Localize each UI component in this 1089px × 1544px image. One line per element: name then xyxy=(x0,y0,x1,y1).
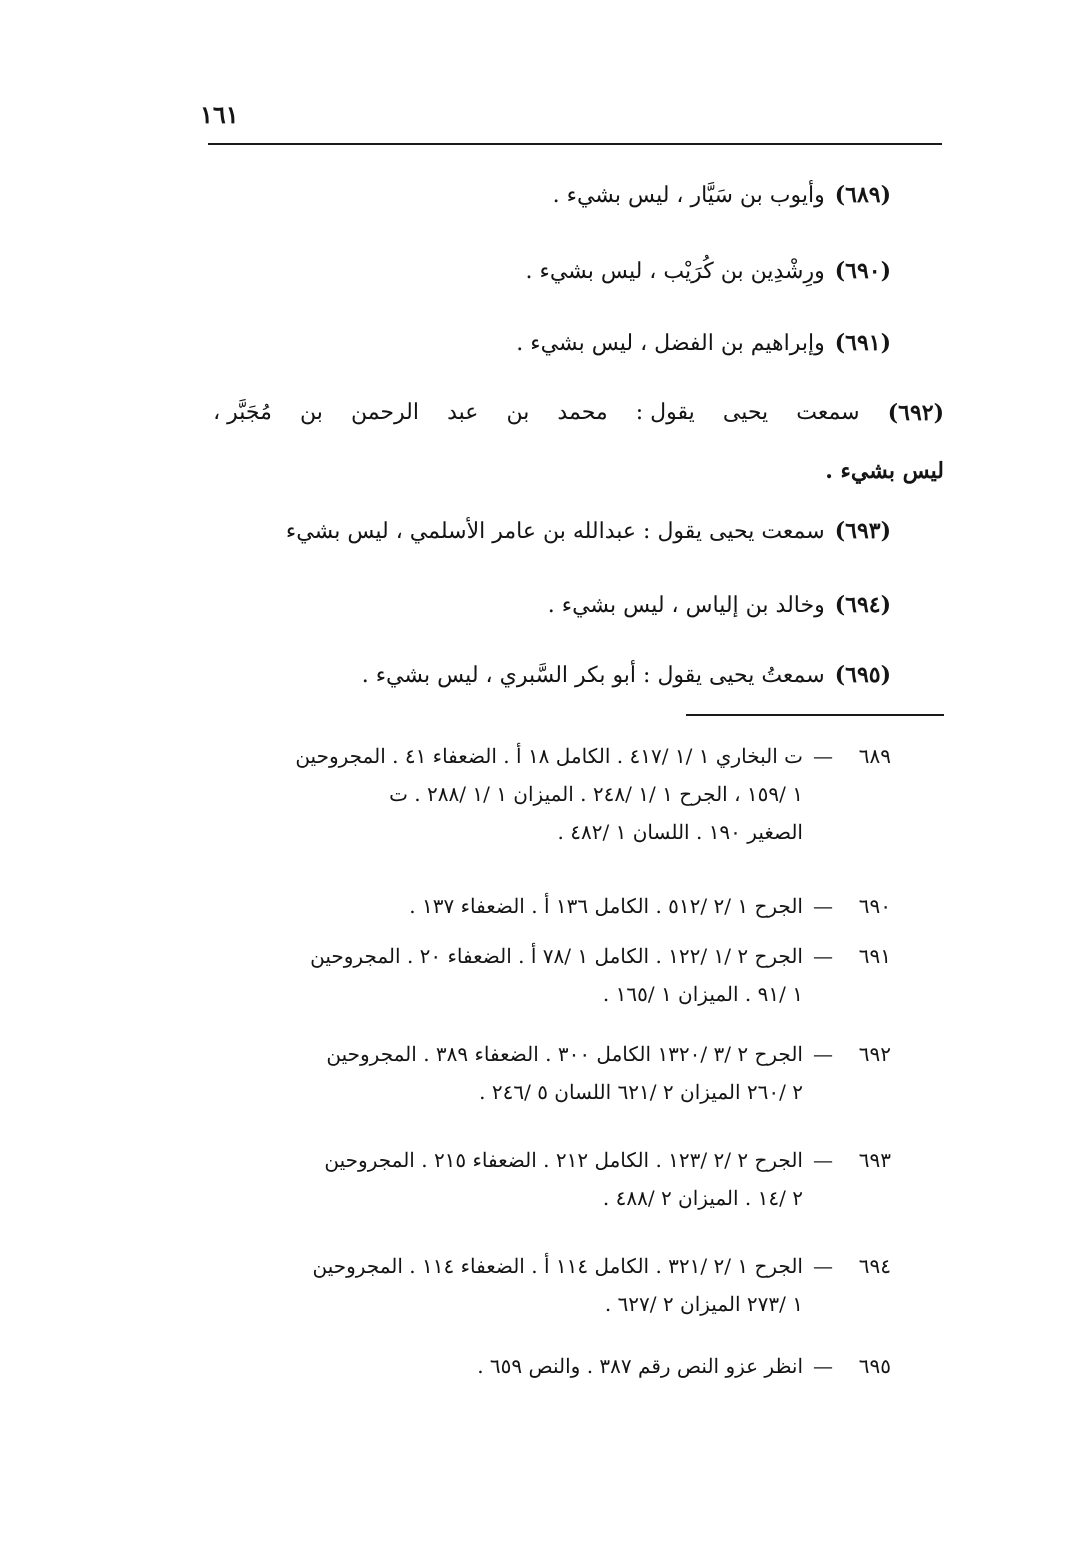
entry-692 xyxy=(213,400,944,484)
entry-word: يحيى xyxy=(722,400,769,425)
entry-word: سمعت xyxy=(796,400,860,425)
footnote-line: انظر عزو النص رقم ٣٨٧ . والنص ٦٥٩ . xyxy=(477,1354,803,1378)
footnote-dash: — xyxy=(813,894,833,918)
footnote-line: الصغير ١٩٠ . اللسان ١ /٤٨٢ . xyxy=(557,820,803,844)
entry-text: وأيوب بن سَيَّار ، ليس بشيء . xyxy=(552,183,825,208)
footnote-line: ١ /٩١ . الميزان ١ /١٦٥ . xyxy=(602,982,803,1006)
entry-word: محمد xyxy=(557,400,608,425)
footnote-number: ٦٩٢ xyxy=(858,1042,891,1066)
footnote-dash: — xyxy=(813,1042,833,1066)
footnote-line: ٢ /١٤ . الميزان ٢ /٤٨٨ . xyxy=(602,1186,803,1210)
footnote-rule xyxy=(686,714,944,716)
footnote-dash: — xyxy=(813,1354,833,1378)
entry-number: (٦٩٥) xyxy=(834,662,891,688)
entry-word: يقول : xyxy=(635,400,695,425)
footnote-dash: — xyxy=(813,944,833,968)
entry-690 xyxy=(526,258,891,284)
footnote-dash: — xyxy=(813,744,833,768)
entry-695 xyxy=(362,662,891,688)
footnote-dash: — xyxy=(813,1148,833,1172)
footnote-693 xyxy=(324,1148,891,1210)
entry-text: سمعتُ يحيى يقول : أبو بكر السَّبري ، ليس بشيء . xyxy=(361,663,825,688)
entry-word: بن xyxy=(506,400,530,425)
entry-number: (٦٨٩) xyxy=(834,182,891,208)
footnote-692 xyxy=(326,1042,891,1104)
footnote-line: الجرح ١ /٢ /٣٢١ . الكامل ١١٤ أ . الضعفاء ١١٤ . المجروحين xyxy=(312,1254,803,1278)
footnote-line: ٢ /٢٦٠ الميزان ٢ /٦٢١ اللسان ٥ /٢٤٦ . xyxy=(479,1080,803,1104)
footnote-695 xyxy=(477,1354,891,1378)
entry-694 xyxy=(548,592,891,618)
entry-number: (٦٩١) xyxy=(834,330,891,356)
entry-word: مُجَبَّر ، xyxy=(213,400,272,425)
entry-continuation: ليس بشيء . xyxy=(825,458,944,484)
header-rule xyxy=(208,143,942,145)
footnote-number: ٦٨٩ xyxy=(858,744,891,768)
entry-text: وإبراهيم بن الفضل ، ليس بشيء . xyxy=(516,331,825,356)
footnote-number: ٦٩٥ xyxy=(858,1354,891,1378)
footnote-line: ت البخاري ١ /١ /٤١٧ . الكامل ١٨ أ . الضعفاء ٤١ . المجروحين xyxy=(295,744,803,768)
footnote-number: ٦٩٣ xyxy=(858,1148,891,1172)
entry-number: (٦٩٣) xyxy=(834,518,891,544)
footnote-line: الجرح ٢ /٣ /١٣٢٠ الكامل ٣٠٠ . الضعفاء ٣٨٩ . المجروحين xyxy=(326,1042,803,1066)
entry-number: (٦٩٢) xyxy=(887,400,944,426)
entry-word: الرحمن xyxy=(350,400,419,425)
entry-word: بن xyxy=(300,400,323,425)
footnote-691 xyxy=(310,944,891,1006)
entry-693 xyxy=(286,518,891,544)
entry-691 xyxy=(516,330,891,356)
footnote-line: ١ /٢٧٣ الميزان ٢ /٦٢٧ . xyxy=(604,1292,803,1316)
footnote-number: ٦٩٠ xyxy=(858,894,891,918)
footnote-line: ١ /١٥٩ ، الجرح ١ /١ /٢٤٨ . الميزان ١ /١ /٢٨٨ . ت xyxy=(389,782,803,806)
footnote-694 xyxy=(313,1254,892,1316)
footnote-line: الجرح ٢ /١ /١٢٢ . الكامل ١ /٧٨ أ . الضعفاء ٢٠ . المجروحين xyxy=(310,944,803,968)
entry-text: سمعت يحيى يقول : عبدالله بن عامر الأسلمي ، ليس بشيء xyxy=(285,519,825,544)
entry-line xyxy=(213,400,944,426)
footnote-line: الجرح ١ /٢ /٥١٢ . الكامل ١٣٦ أ . الضعفاء ١٣٧ . xyxy=(409,894,803,918)
footnote-689 xyxy=(295,744,891,844)
footnote-line: الجرح ٢ /٢ /١٢٣ . الكامل ٢١٢ . الضعفاء ٢١٥ . المجروحين xyxy=(324,1148,803,1172)
footnote-number: ٦٩١ xyxy=(858,944,891,968)
entry-number: (٦٩٤) xyxy=(834,592,891,618)
entry-word: عبد xyxy=(447,400,479,425)
footnote-dash: — xyxy=(813,1254,833,1278)
entry-number: (٦٩٠) xyxy=(834,258,891,284)
footnote-number: ٦٩٤ xyxy=(858,1254,891,1278)
entry-text: وخالد بن إلياس ، ليس بشيء . xyxy=(547,593,825,618)
entry-689 xyxy=(553,182,891,208)
page-number: ١٦١ xyxy=(200,100,239,129)
entry-text: ورِشْدِين بن كُرَيْب ، ليس بشيء . xyxy=(525,259,825,284)
footnote-690 xyxy=(409,894,891,918)
